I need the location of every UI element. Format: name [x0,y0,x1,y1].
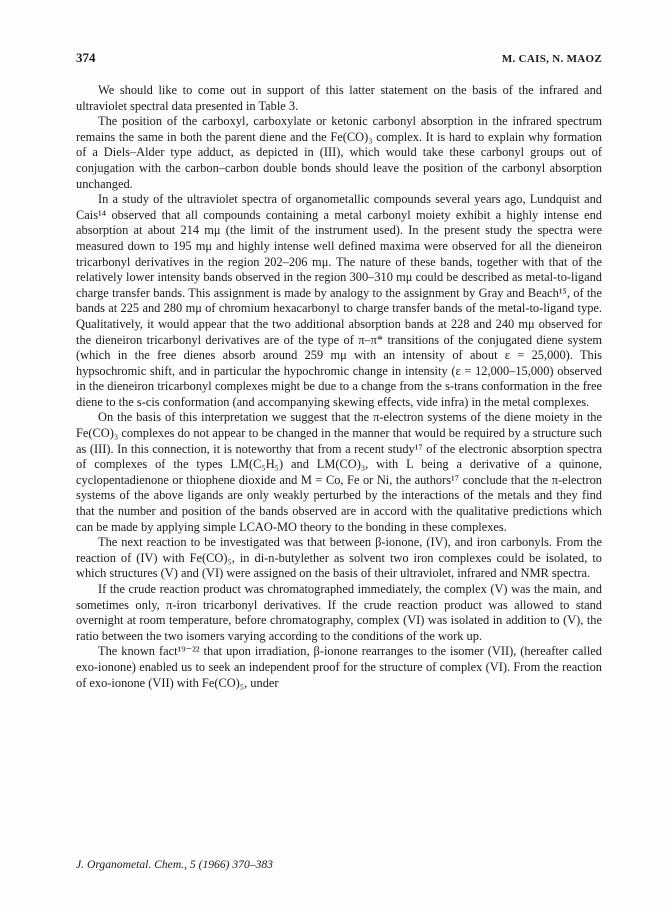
article-body [76,83,602,691]
page-number: 374 [76,50,96,65]
paragraph: The next reaction to be investigated was that between β-ionone, (IV), and iron carbonyls. From the reaction of (IV) with Fe(CO)₅, in di-n-butylether as solvent two iron complexes could be isolated, to which structures (V) and (VI) were assigned on the basis of their ultraviolet, infrared and NMR spectra. [76,535,602,581]
paragraph: The position of the carboxyl, carboxylate or ketonic carbonyl absorption in the infrared spectrum remains the same in both the parent diene and the Fe(CO)₃ complex. It is hard to explain why formation of a Diels–Alder type adduct, as depicted in (III), which would take these carbonyl groups out of conjugation with the carbon–carbon double bonds should leave the position of the carbonyl absorption unchanged. [76,114,602,191]
paragraph: The known fact¹⁹⁻²² that upon irradiation, β-ionone rearranges to the isomer (VII), (hereafter called exo-ionone) enabled us to seek an independent proof for the structure of complex (VI). From the reaction of exo-ionone (VII) with Fe(CO)₅, under [76,644,602,690]
journal-citation-footer: J. Organometal. Chem., 5 (1966) 370–383 [76,858,273,871]
paragraph: On the basis of this interpretation we suggest that the π-electron systems of the diene moiety in the Fe(CO)₃ complexes do not appear to be changed in the manner that would be required by a structure such as (III). In this connection, it is noteworthy that from a recent study¹⁷ of the electronic absorption spectra of complexes of the types LM(C₅H₅) and LM(CO)₃, with L being a derivative of a quinone, cyclopentadienone or thiophene dioxide and M = Co, Fe or Ni, the authors¹⁷ conclude that the π-electron systems of the above ligands are only weakly perturbed by the interactions of the metals and they find that the number and position of the bands observed are in accord with the qualitative predictions which can be made by applying simple LCAO-MO theory to the bonding in these complexes. [76,410,602,534]
running-head-authors: M. CAIS, N. MAOZ [501,53,602,65]
paragraph: In a study of the ultraviolet spectra of organometallic compounds several years ago, Lundquist and Cais¹⁴ observed that all compounds containing a metal carbonyl moiety exhibit a highly intense end absorption at about 214 mμ (the limit of the instrument used). In the present study the spectra were measured down to 195 mμ and highly intense well defined maxima were observed for all the dieneiron tricarbonyl derivatives in the region 202–206 mμ. The nature of these bands, together with that of the relatively lower intensity bands observed in the region 300–310 mμ could be described as metal-to-ligand charge transfer bands. This assignment is made by analogy to the assignment by Gray and Beach¹⁵, of the bands at 225 and 280 mμ of chromium hexacarbonyl to charge transfer bands of the metal-to-ligand type. Qualitatively, it would appear that the two additional absorption bands at 228 and 240 mμ observed for the dieneiron tricarbonyl derivatives are of the type of π–π* transitions of the conjugated diene system (which in the free dienes absorb around 259 mμ with an intensity of about ε = 25,000). This hypsochromic shift, and in particular the hypochromic change in intensity (ε = 12,000–15,000) observed in the dieneiron tricarbonyl complexes might be due to a change from the s-trans conformation in the free diene to the s-cis conformation (and accompanying skewing effects, vide infra) in the metal complexes. [76,192,602,409]
paragraph: If the crude reaction product was chromatographed immediately, the complex (V) was the main, and sometimes only, π-iron tricarbonyl derivatives. If the crude reaction product was allowed to stand overnight at room temperature, before chromatography, complex (VI) was isolated in addition to (V), the ratio between the two isomers varying according to the conditions of the work up. [76,582,602,643]
page-header [76,50,602,66]
paragraph: We should like to come out in support of this latter statement on the basis of the infrared and ultraviolet spectral data presented in Table 3. [76,83,602,113]
